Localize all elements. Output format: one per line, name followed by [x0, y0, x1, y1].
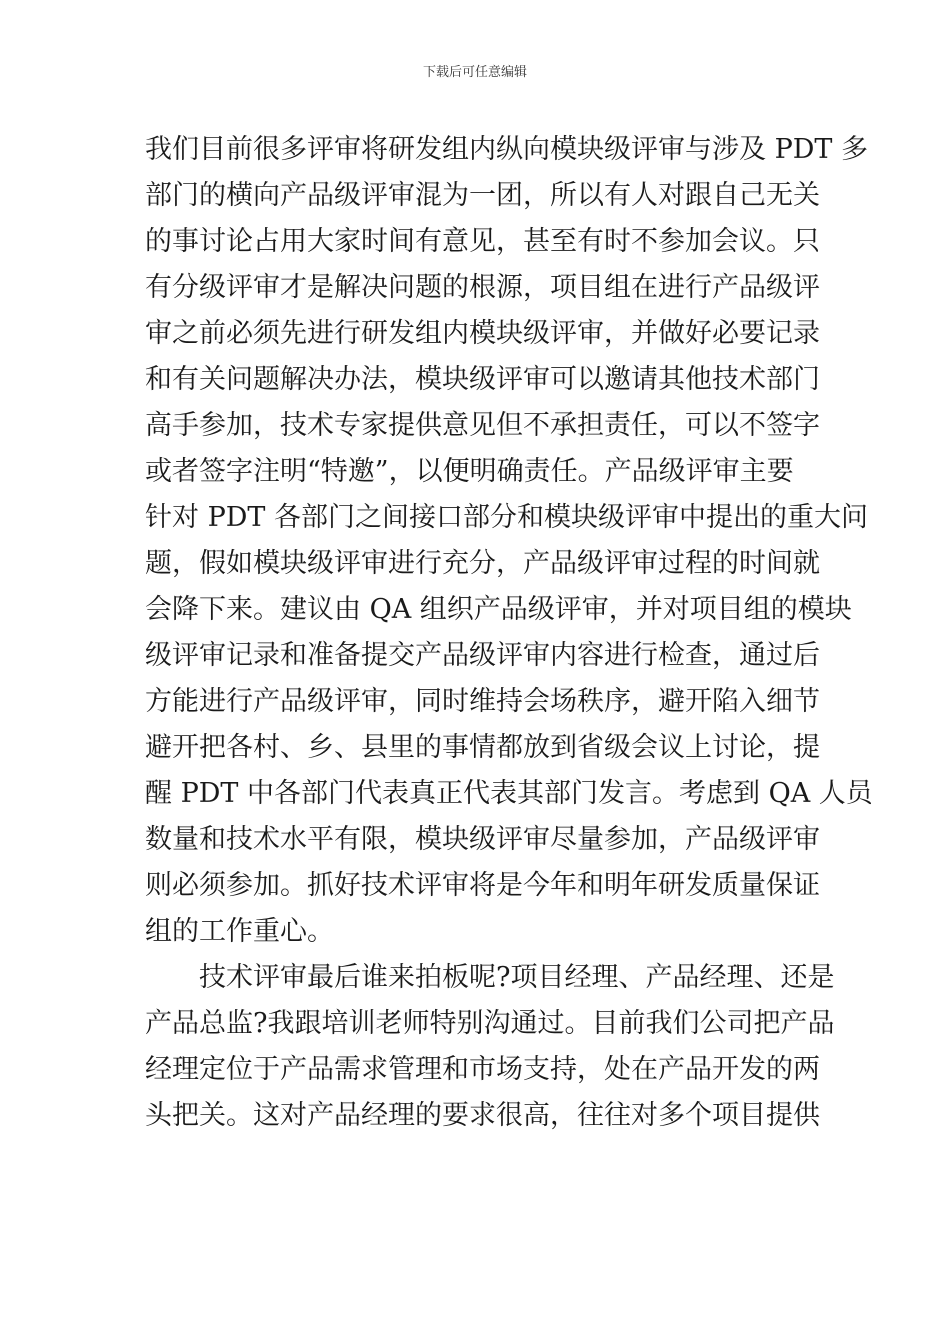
- body-line: 则必须参加。抓好技术评审将是今年和明年研发质量保证: [145, 870, 820, 901]
- body-line: 方能进行产品级评审，同时维持会场秩序，避开陷入细节: [145, 686, 820, 717]
- body-line: 头把关。这对产品经理的要求很高，往往对多个项目提供: [145, 1100, 820, 1131]
- body-line: 针对 PDT 各部门之间接口部分和模块级评审中提出的重大问: [145, 502, 868, 533]
- body-line: 经理定位于产品需求管理和市场支持，处在产品开发的两: [145, 1054, 820, 1085]
- body-line: 高手参加，技术专家提供意见但不承担责任，可以不签字: [145, 410, 820, 441]
- body-line: 和有关问题解决办法，模块级评审可以邀请其他技术部门: [145, 364, 820, 395]
- body-line: 组的工作重心。: [145, 916, 334, 947]
- body-line: 或者签字注明“特邀”，以便明确责任。产品级评审主要: [145, 456, 794, 487]
- page-header: 下载后可任意编辑: [422, 65, 527, 80]
- body-line: 数量和技术水平有限，模块级评审尽量参加，产品级评审: [145, 824, 820, 855]
- body-line: 产品总监?我跟培训老师特别沟通过。目前我们公司把产品: [145, 1008, 835, 1039]
- body-line: 会降下来。建议由 QA 组织产品级评审，并对项目组的模块: [145, 594, 852, 625]
- body-line: 我们目前很多评审将研发组内纵向模块级评审与涉及 PDT 多: [145, 134, 868, 165]
- body-line: 题，假如模块级评审进行充分，产品级评审过程的时间就: [145, 548, 820, 579]
- body-line: 级评审记录和准备提交产品级评审内容进行检查，通过后: [145, 640, 820, 671]
- paragraph-first-line: 技术评审最后谁来拍板呢?项目经理、产品经理、还是: [199, 962, 835, 993]
- body-line: 醒 PDT 中各部门代表真正代表其部门发言。考虑到 QA 人员: [145, 778, 873, 809]
- body-line: 审之前必须先进行研发组内模块级评审，并做好必要记录: [145, 318, 820, 349]
- body-line: 部门的横向产品级评审混为一团，所以有人对跟自己无关: [145, 180, 820, 211]
- body-line: 的事讨论占用大家时间有意见，甚至有时不参加会议。只: [145, 226, 820, 257]
- body-line: 避开把各村、乡、县里的事情都放到省级会议上讨论，提: [145, 732, 820, 763]
- body-line: 有分级评审才是解决问题的根源，项目组在进行产品级评: [145, 272, 820, 303]
